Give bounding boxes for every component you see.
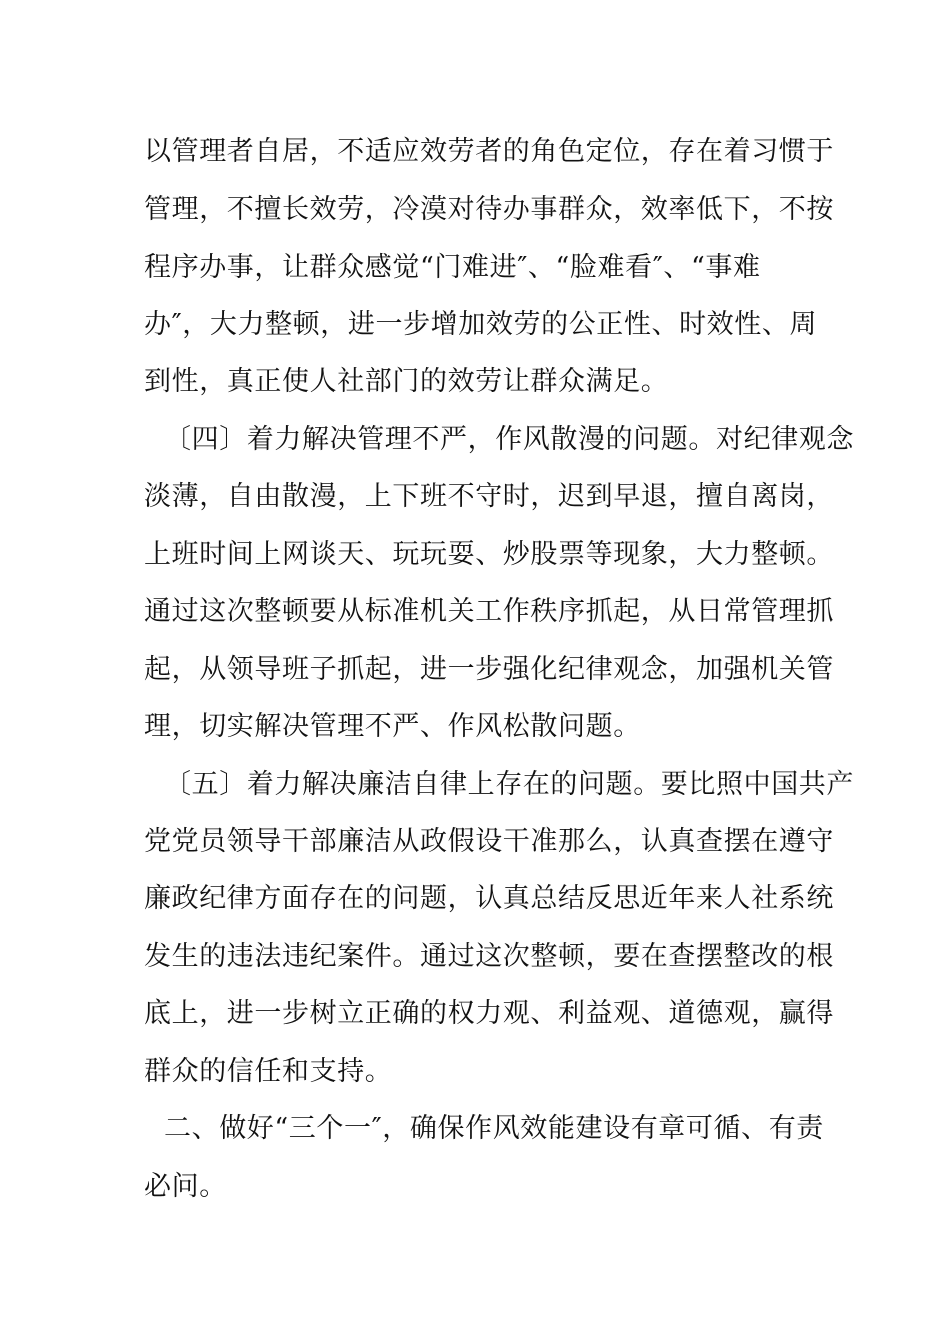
- section-heading-4: 〔四〕着力解决管理不严，作风散漫的问题。对纪律观念: [164, 424, 854, 455]
- text-line: 淡薄，自由散漫，上下班不守时，迟到早退，擅自离岗，: [144, 481, 834, 512]
- text-line: 底上，进一步树立正确的权力观、利益观、道德观，赢得: [144, 998, 834, 1029]
- text-line: 群众的信任和支持。: [144, 1056, 393, 1087]
- text-line: 党党员领导干部廉洁从政假设干准那么，认真查摆在遵守: [144, 826, 834, 857]
- text-line: 上班时间上网谈天、玩玩耍、炒股票等现象，大力整顿。: [144, 539, 834, 570]
- text-line: 必问。: [144, 1171, 227, 1202]
- text-line: 发生的违法违纪案件。通过这次整顿，要在查摆整改的根: [144, 941, 834, 972]
- text-line: 理，切实解决管理不严、作风松散问题。: [144, 711, 641, 742]
- text-line: 程序办事，让群众感觉“门难进″、“脸难看″、“事难: [144, 252, 761, 283]
- text-line: 办″，大力整顿，进一步增加效劳的公正性、时效性、周: [144, 309, 818, 340]
- text-line: 管理，不擅长效劳，冷漠对待办事群众，效率低下，不按: [144, 194, 834, 225]
- text-line: 以管理者自居，不适应效劳者的角色定位，存在着习惯于: [144, 136, 834, 167]
- text-line: 到性，真正使人社部门的效劳让群众满足。: [144, 366, 669, 397]
- section-heading-2: 二、做好“三个一″，确保作风效能建设有章可循、有责: [164, 1113, 824, 1144]
- section-heading-5: 〔五〕着力解决廉洁自律上存在的问题。要比照中国共产: [164, 769, 854, 800]
- text-line: 廉政纪律方面存在的问题，认真总结反思近年来人社系统: [144, 883, 834, 914]
- text-line: 起，从领导班子抓起，进一步强化纪律观念，加强机关管: [144, 654, 834, 685]
- text-line: 通过这次整顿要从标准机关工作秩序抓起，从日常管理抓: [144, 596, 834, 627]
